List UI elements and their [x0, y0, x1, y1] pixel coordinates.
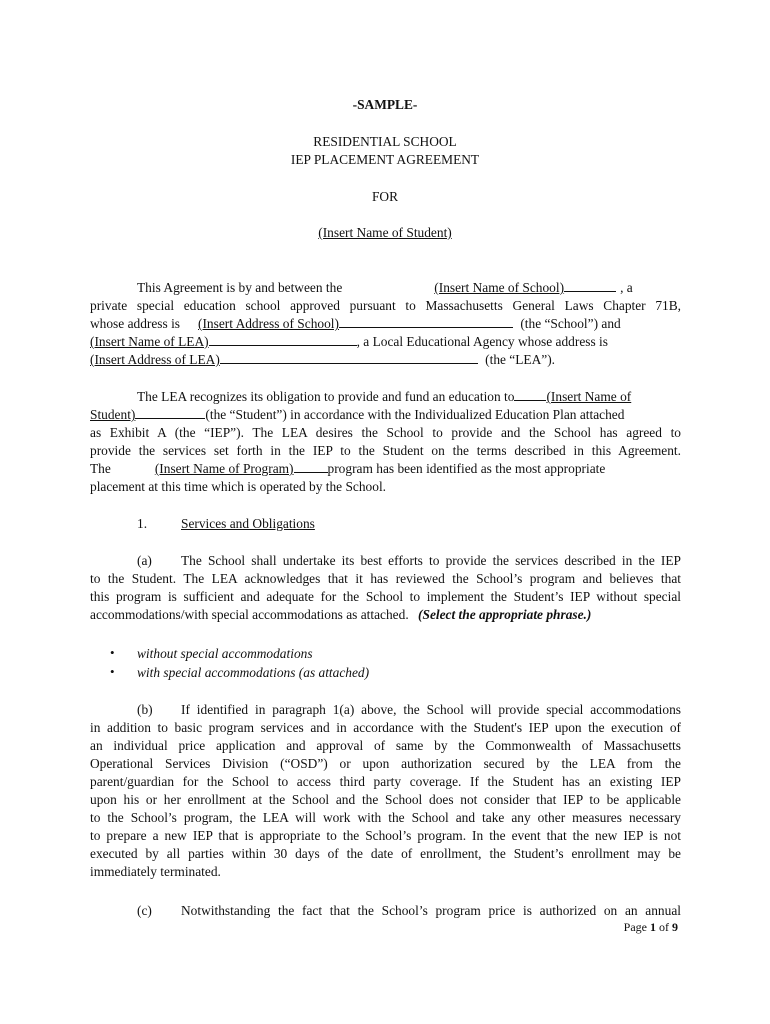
student-name-placeholder-2: (Insert Name of: [546, 389, 632, 404]
para2-line2: [90, 406, 624, 423]
blank-line: [514, 388, 546, 401]
para-b-line5: parent/guardian for the School to access third party coverage. If the Student has an existing IEP: [90, 774, 681, 789]
para-a-line1: The School shall undertake its best efforts to provide the services described in the IEP: [181, 553, 681, 568]
section-number: 1.: [137, 516, 148, 531]
current-page: 1: [650, 920, 656, 934]
para2-line3: as Exhibit A (the “IEP”). The LEA desires the School to provide and the School has agreed to: [90, 425, 681, 440]
para1-line3: [90, 315, 621, 332]
para2-the: The: [90, 461, 111, 476]
blank-line: [135, 406, 205, 419]
blank-line: [209, 333, 357, 346]
select-instruction: (Select the appropriate phrase.): [418, 607, 592, 622]
section-title: Services and Obligations: [181, 516, 315, 531]
para2-line6: placement at this time which is operated by the School.: [90, 479, 387, 494]
page-number: [624, 920, 678, 935]
para1-comma: , a: [620, 280, 633, 295]
para-b-line10: immediately terminated.: [90, 864, 221, 879]
para2-line2-text: (the “Student”) in accordance with the Individualized Education Plan attached: [205, 407, 625, 422]
para1-intro: This Agreement is by and between the: [137, 280, 343, 295]
para-b-line9: executed by all parties within 30 days of the date of enrollment, the Student’s enrollment may be: [90, 846, 681, 861]
para-a-line2: to the Student. The LEA acknowledges that it has reviewed the School’s program and believes that: [90, 571, 681, 586]
page-word: Page: [623, 920, 647, 934]
para-b-line2: in addition to basic program services and in accordance with the Student's IEP upon the execution of: [90, 720, 681, 735]
bullet-icon: •: [110, 664, 115, 679]
para2-line5-text: program has been identified as the most appropriate: [327, 461, 606, 476]
program-name-placeholder: (Insert Name of Program): [154, 461, 294, 476]
para-a-line4: [90, 606, 591, 623]
blank-line: [339, 315, 513, 328]
blank-line: [564, 279, 616, 292]
blank-line: [294, 460, 328, 473]
title-line-2: IEP PLACEMENT AGREEMENT: [290, 152, 480, 167]
para-b-label: (b): [137, 702, 153, 717]
lea-defined-term: (the “LEA”).: [485, 352, 556, 367]
para-b-line1: If identified in paragraph 1(a) above, the School will provide special accommodations: [181, 702, 681, 717]
para-b-line7: to the School’s program, the LEA will work with the School and take any other measures necessary: [90, 810, 681, 825]
para1-line1: [137, 279, 633, 296]
para2-line5: [90, 460, 605, 477]
para1-line4: [90, 333, 608, 350]
para-b-line3: an individual price application and approval of same by the Commonwealth of Massachusetts: [90, 738, 681, 753]
bullet-icon: •: [110, 645, 115, 660]
sample-heading: -SAMPLE-: [352, 97, 418, 112]
para2-intro: The LEA recognizes its obligation to provide and fund an education to: [137, 389, 515, 404]
title-line-1: RESIDENTIAL SCHOOL: [313, 134, 457, 149]
para2-line4: provide the services set forth in the IEP to the Student on the terms described in this Agreement.: [90, 443, 681, 458]
student-name-placeholder: (Insert Name of Student): [318, 225, 452, 240]
student-name-placeholder-3: Student): [90, 407, 136, 422]
total-pages: 9: [672, 920, 678, 934]
blank-line: [220, 351, 478, 364]
bullet-item-1: without special accommodations: [137, 646, 313, 661]
para1-line5: [90, 351, 555, 368]
lea-name-placeholder: (Insert Name of LEA): [90, 334, 209, 349]
lea-description: , a Local Educational Agency whose address is: [356, 334, 608, 349]
for-label: FOR: [371, 189, 399, 204]
para-b-line8: to prepare a new IEP that is appropriate to the School’s program. In the event that the new IEP is not: [90, 828, 681, 843]
address-prefix: whose address is: [90, 316, 181, 331]
lea-address-placeholder: (Insert Address of LEA): [90, 352, 220, 367]
school-address-placeholder: (Insert Address of School): [198, 316, 339, 331]
para-a-line3: this program is sufficient and adequate for the School to implement the Student’s IEP without special: [90, 589, 681, 604]
of-word: of: [659, 920, 669, 934]
para-c-line1: Notwithstanding the fact that the School’s program price is authorized on an annual: [181, 903, 681, 918]
para1-line2: private special education school approved pursuant to Massachusetts General Laws Chapter 71B,: [90, 298, 681, 313]
para-b-line6: upon his or her enrollment at the School and the School does not consider that IEP to be applicable: [90, 792, 681, 807]
para-c-label: (c): [137, 903, 152, 918]
school-name-placeholder: (Insert Name of School): [434, 280, 565, 295]
bullet-item-2: with special accommodations (as attached): [137, 665, 370, 680]
para-a-label: (a): [137, 553, 152, 568]
para-b-line4: Operational Services Division (“OSD”) or upon authorization secured by the LEA from the: [90, 756, 681, 771]
school-defined-term: (the “School”) and: [520, 316, 621, 331]
para-a-line4-text: accommodations/with special accommodations as attached.: [90, 607, 409, 622]
para2-line1: [137, 388, 631, 405]
